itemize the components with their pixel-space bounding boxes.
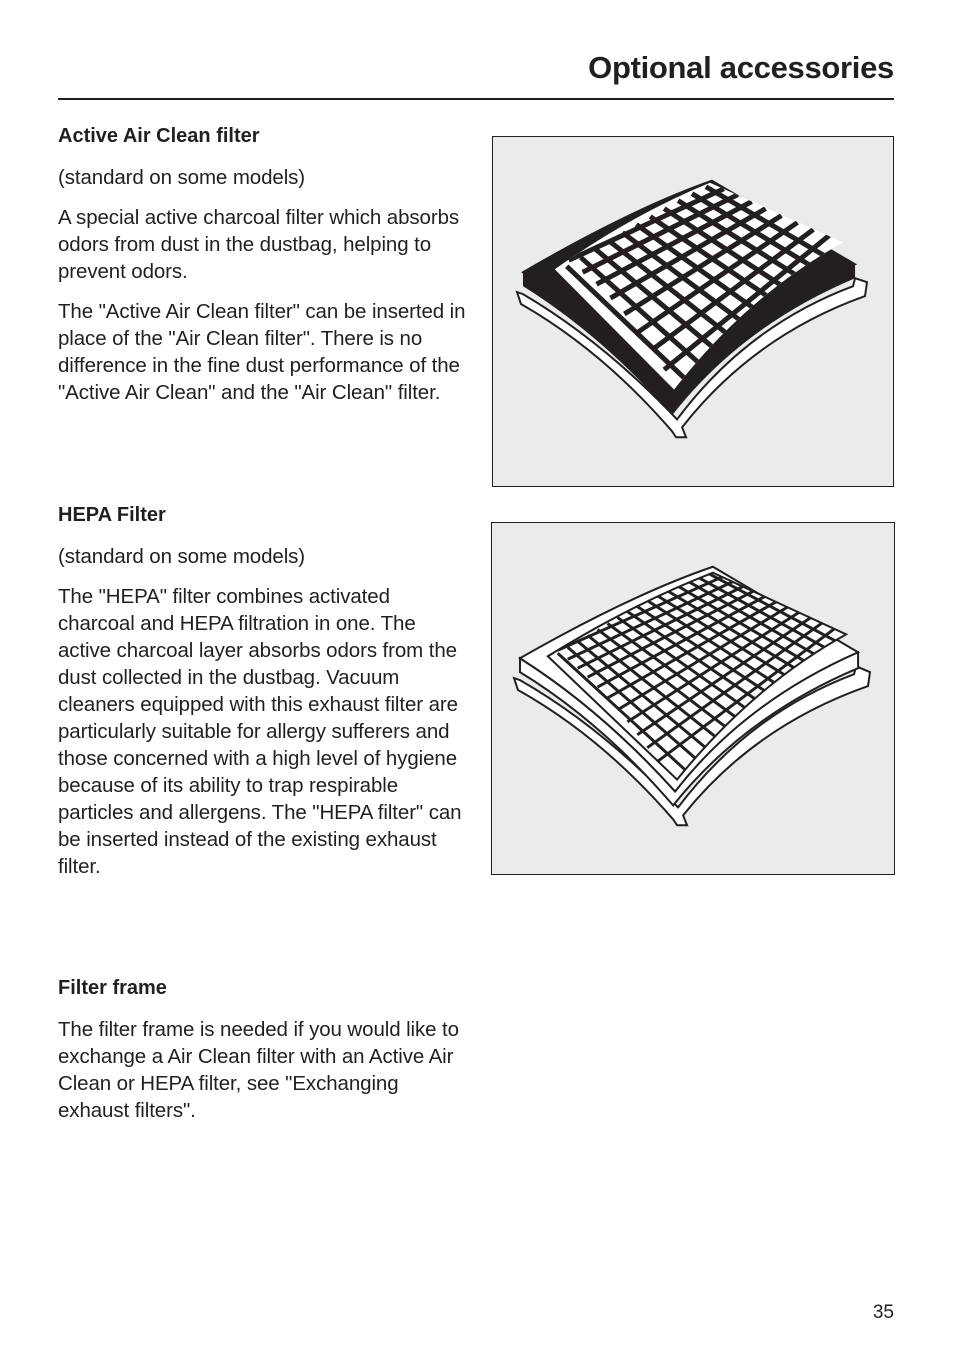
section-active-air-clean <box>58 123 468 406</box>
section-paragraph: The filter frame is needed if you would like to exchange a Air Clean filter with an Active Air Clean or HEPA filter, see "Exchanging exhaust filters". <box>58 1018 459 1122</box>
section-note: (standard on some models) <box>58 166 306 189</box>
section-paragraph: The "Active Air Clean filter" can be inserted in place of the "Air Clean filter". There is no difference in the fine dust performance of the "Active Air Clean" and the "Air Clean" filter. <box>58 300 466 404</box>
page-title: Optional accessories <box>588 50 894 85</box>
section-heading: Active Air Clean filter <box>58 125 260 147</box>
section-note: (standard on some models) <box>58 545 306 568</box>
hepa-filter-illustration <box>491 522 895 875</box>
hepa-filter-svg <box>492 523 894 874</box>
section-paragraph: The "HEPA" filter combines activated charcoal and HEPA filtration in one. The active charcoal layer absorbs odors from the dust collected in the dustbag. Vacuum cleaners equipped with this exhaust filter are particularly suitable for allergy sufferers and those concerned with a high level of hygiene because of its ability to trap respirable particles and allergens. The "HEPA filter" can be inserted instead of the existing exhaust filter. <box>58 585 462 878</box>
active-filter-svg <box>493 137 893 486</box>
header-rule <box>58 98 894 100</box>
section-filter-frame <box>58 975 468 1124</box>
section-paragraph: A special active charcoal filter which absorbs odors from dust in the dustbag, helping to prevent odors. <box>58 206 460 283</box>
active-air-clean-filter-illustration <box>492 136 894 487</box>
page-number: 35 <box>872 1302 894 1323</box>
section-hepa-filter <box>58 502 468 880</box>
section-heading: Filter frame <box>58 977 167 999</box>
section-heading: HEPA Filter <box>58 504 166 526</box>
